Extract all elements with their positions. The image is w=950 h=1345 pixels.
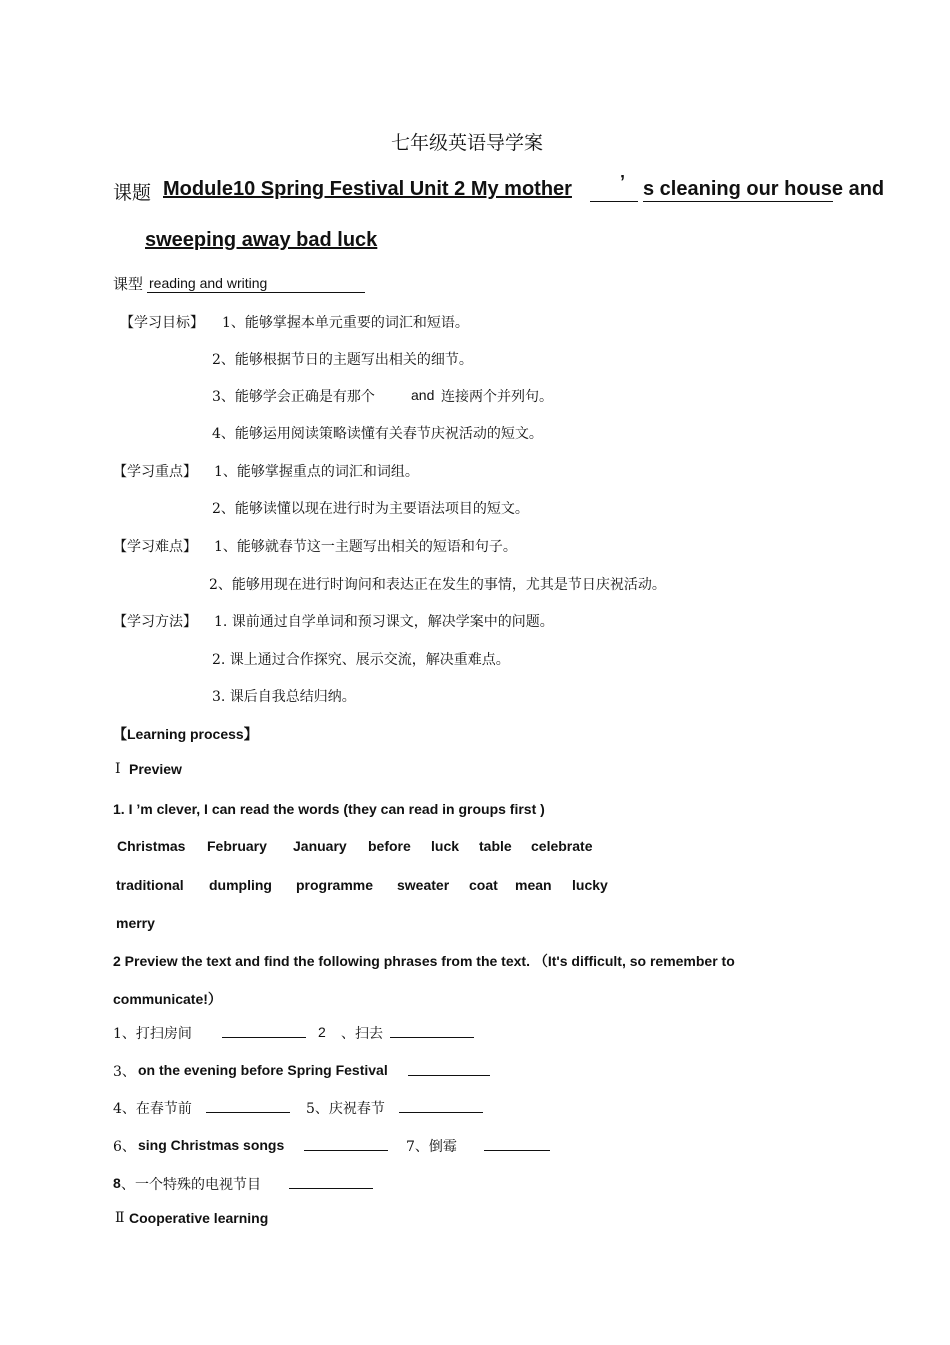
vocab-word: traditional bbox=[116, 877, 184, 893]
phrase-item-7: 7、倒霉 bbox=[406, 1139, 457, 1155]
phrase-item-2-num: 2 bbox=[318, 1024, 326, 1040]
phrase-item-6: sing Christmas songs bbox=[138, 1137, 285, 1153]
lesson-type-underline bbox=[147, 292, 365, 293]
vocab-word: February bbox=[207, 838, 267, 854]
vocab-word: luck bbox=[431, 838, 460, 854]
answer-blank-8[interactable] bbox=[289, 1176, 373, 1189]
vocab-word: January bbox=[293, 838, 347, 854]
answer-blank-4[interactable] bbox=[206, 1100, 290, 1113]
methods-label: 【学习方法】 bbox=[113, 614, 197, 630]
topic-line1-part2: s cleaning our house and bbox=[643, 178, 885, 200]
difficulty-item: 1、能够就春节这一主题写出相关的短语和句子。 bbox=[214, 539, 517, 555]
answer-blank-1[interactable] bbox=[222, 1025, 306, 1038]
method-item: 3. 课后自我总结归纳。 bbox=[212, 689, 356, 705]
vocab-word: celebrate bbox=[531, 838, 593, 854]
phrase-item-2: 、扫去 bbox=[341, 1026, 383, 1042]
vocab-word: programme bbox=[296, 877, 374, 893]
method-item: 1. 课前通过自学单词和预习课文，解决学案中的问题。 bbox=[214, 614, 554, 630]
answer-blank-7[interactable] bbox=[484, 1138, 550, 1151]
topic-label: 课题 bbox=[113, 182, 152, 204]
answer-blank-3[interactable] bbox=[408, 1063, 490, 1076]
vocab-word: dumpling bbox=[209, 877, 272, 893]
task1-text: 1. I ’m clever, I can read the words (they can read in groups first ) bbox=[113, 801, 545, 817]
topic-line1-part1: Module10 Spring Festival Unit 2 My mother bbox=[163, 178, 572, 200]
difficulties-label: 【学习难点】 bbox=[113, 539, 197, 555]
lesson-type-value: reading and writing bbox=[149, 275, 268, 291]
preview-label: Preview bbox=[129, 761, 182, 777]
phrase-item-8: 、一个特殊的电视节目 bbox=[121, 1177, 261, 1193]
vocab-word: lucky bbox=[572, 877, 608, 893]
objective-item: 1、能够掌握本单元重要的词汇和短语。 bbox=[222, 315, 469, 331]
document-title: 七年级英语导学案 bbox=[391, 132, 544, 154]
phrase-item-8-num: 8 bbox=[113, 1175, 121, 1191]
objective-item: 3、能够学会正确是有那个 bbox=[212, 389, 375, 405]
lesson-type-label: 课型 bbox=[113, 275, 144, 293]
task2-text-line1: 2 Preview the text and find the following phrases from the text. （It's difficult, so remember to bbox=[113, 953, 735, 969]
vocab-word: Christmas bbox=[117, 838, 186, 854]
coop-numeral: Ⅱ bbox=[115, 1210, 125, 1226]
learning-process-heading: 【Learning process】 bbox=[113, 726, 258, 742]
objective-item-end: 连接两个并列句。 bbox=[441, 389, 553, 405]
vocab-word: coat bbox=[469, 877, 498, 893]
vocab-word: sweater bbox=[397, 877, 450, 893]
phrase-item-3: on the evening before Spring Festival bbox=[138, 1062, 388, 1078]
vocab-word: table bbox=[479, 838, 512, 854]
topic-apostrophe: ’ bbox=[620, 172, 626, 192]
vocab-word: merry bbox=[116, 915, 155, 931]
answer-blank-5[interactable] bbox=[399, 1100, 483, 1113]
phrase-item-5: 5、庆祝春节 bbox=[306, 1101, 385, 1117]
key-point-item: 2、能够读懂以现在进行时为主要语法项目的短文。 bbox=[212, 501, 529, 517]
answer-blank-6[interactable] bbox=[304, 1138, 388, 1151]
phrase-item-4: 4、在春节前 bbox=[113, 1101, 192, 1117]
method-item: 2. 课上通过合作探究、展示交流，解决重难点。 bbox=[212, 652, 510, 668]
objective-item: 4、能够运用阅读策略读懂有关春节庆祝活动的短文。 bbox=[212, 426, 543, 442]
objectives-label: 【学习目标】 bbox=[120, 315, 204, 331]
topic-underline-gap bbox=[590, 201, 638, 202]
key-points-label: 【学习重点】 bbox=[113, 464, 197, 480]
objective-item-and: and bbox=[411, 387, 435, 403]
coop-label: Cooperative learning bbox=[129, 1210, 269, 1226]
vocab-word: before bbox=[368, 838, 411, 854]
difficulty-item: 2、能够用现在进行时询问和表达正在发生的事情，尤其是节日庆祝活动。 bbox=[209, 577, 666, 593]
phrase-item-1: 1、打扫房间 bbox=[113, 1026, 192, 1042]
phrase-item-3-num: 3、 bbox=[113, 1064, 136, 1080]
phrase-item-6-num: 6、 bbox=[113, 1139, 136, 1155]
answer-blank-2[interactable] bbox=[390, 1025, 474, 1038]
topic-underline-2 bbox=[643, 201, 833, 202]
key-point-item: 1、能够掌握重点的词汇和词组。 bbox=[214, 464, 419, 480]
topic-line2: sweeping away bad luck bbox=[145, 229, 378, 251]
preview-numeral: Ⅰ bbox=[115, 761, 121, 777]
task2-text-line2: communicate!） bbox=[113, 991, 222, 1007]
objective-item: 2、能够根据节日的主题写出相关的细节。 bbox=[212, 352, 473, 368]
vocab-word: mean bbox=[515, 877, 552, 893]
